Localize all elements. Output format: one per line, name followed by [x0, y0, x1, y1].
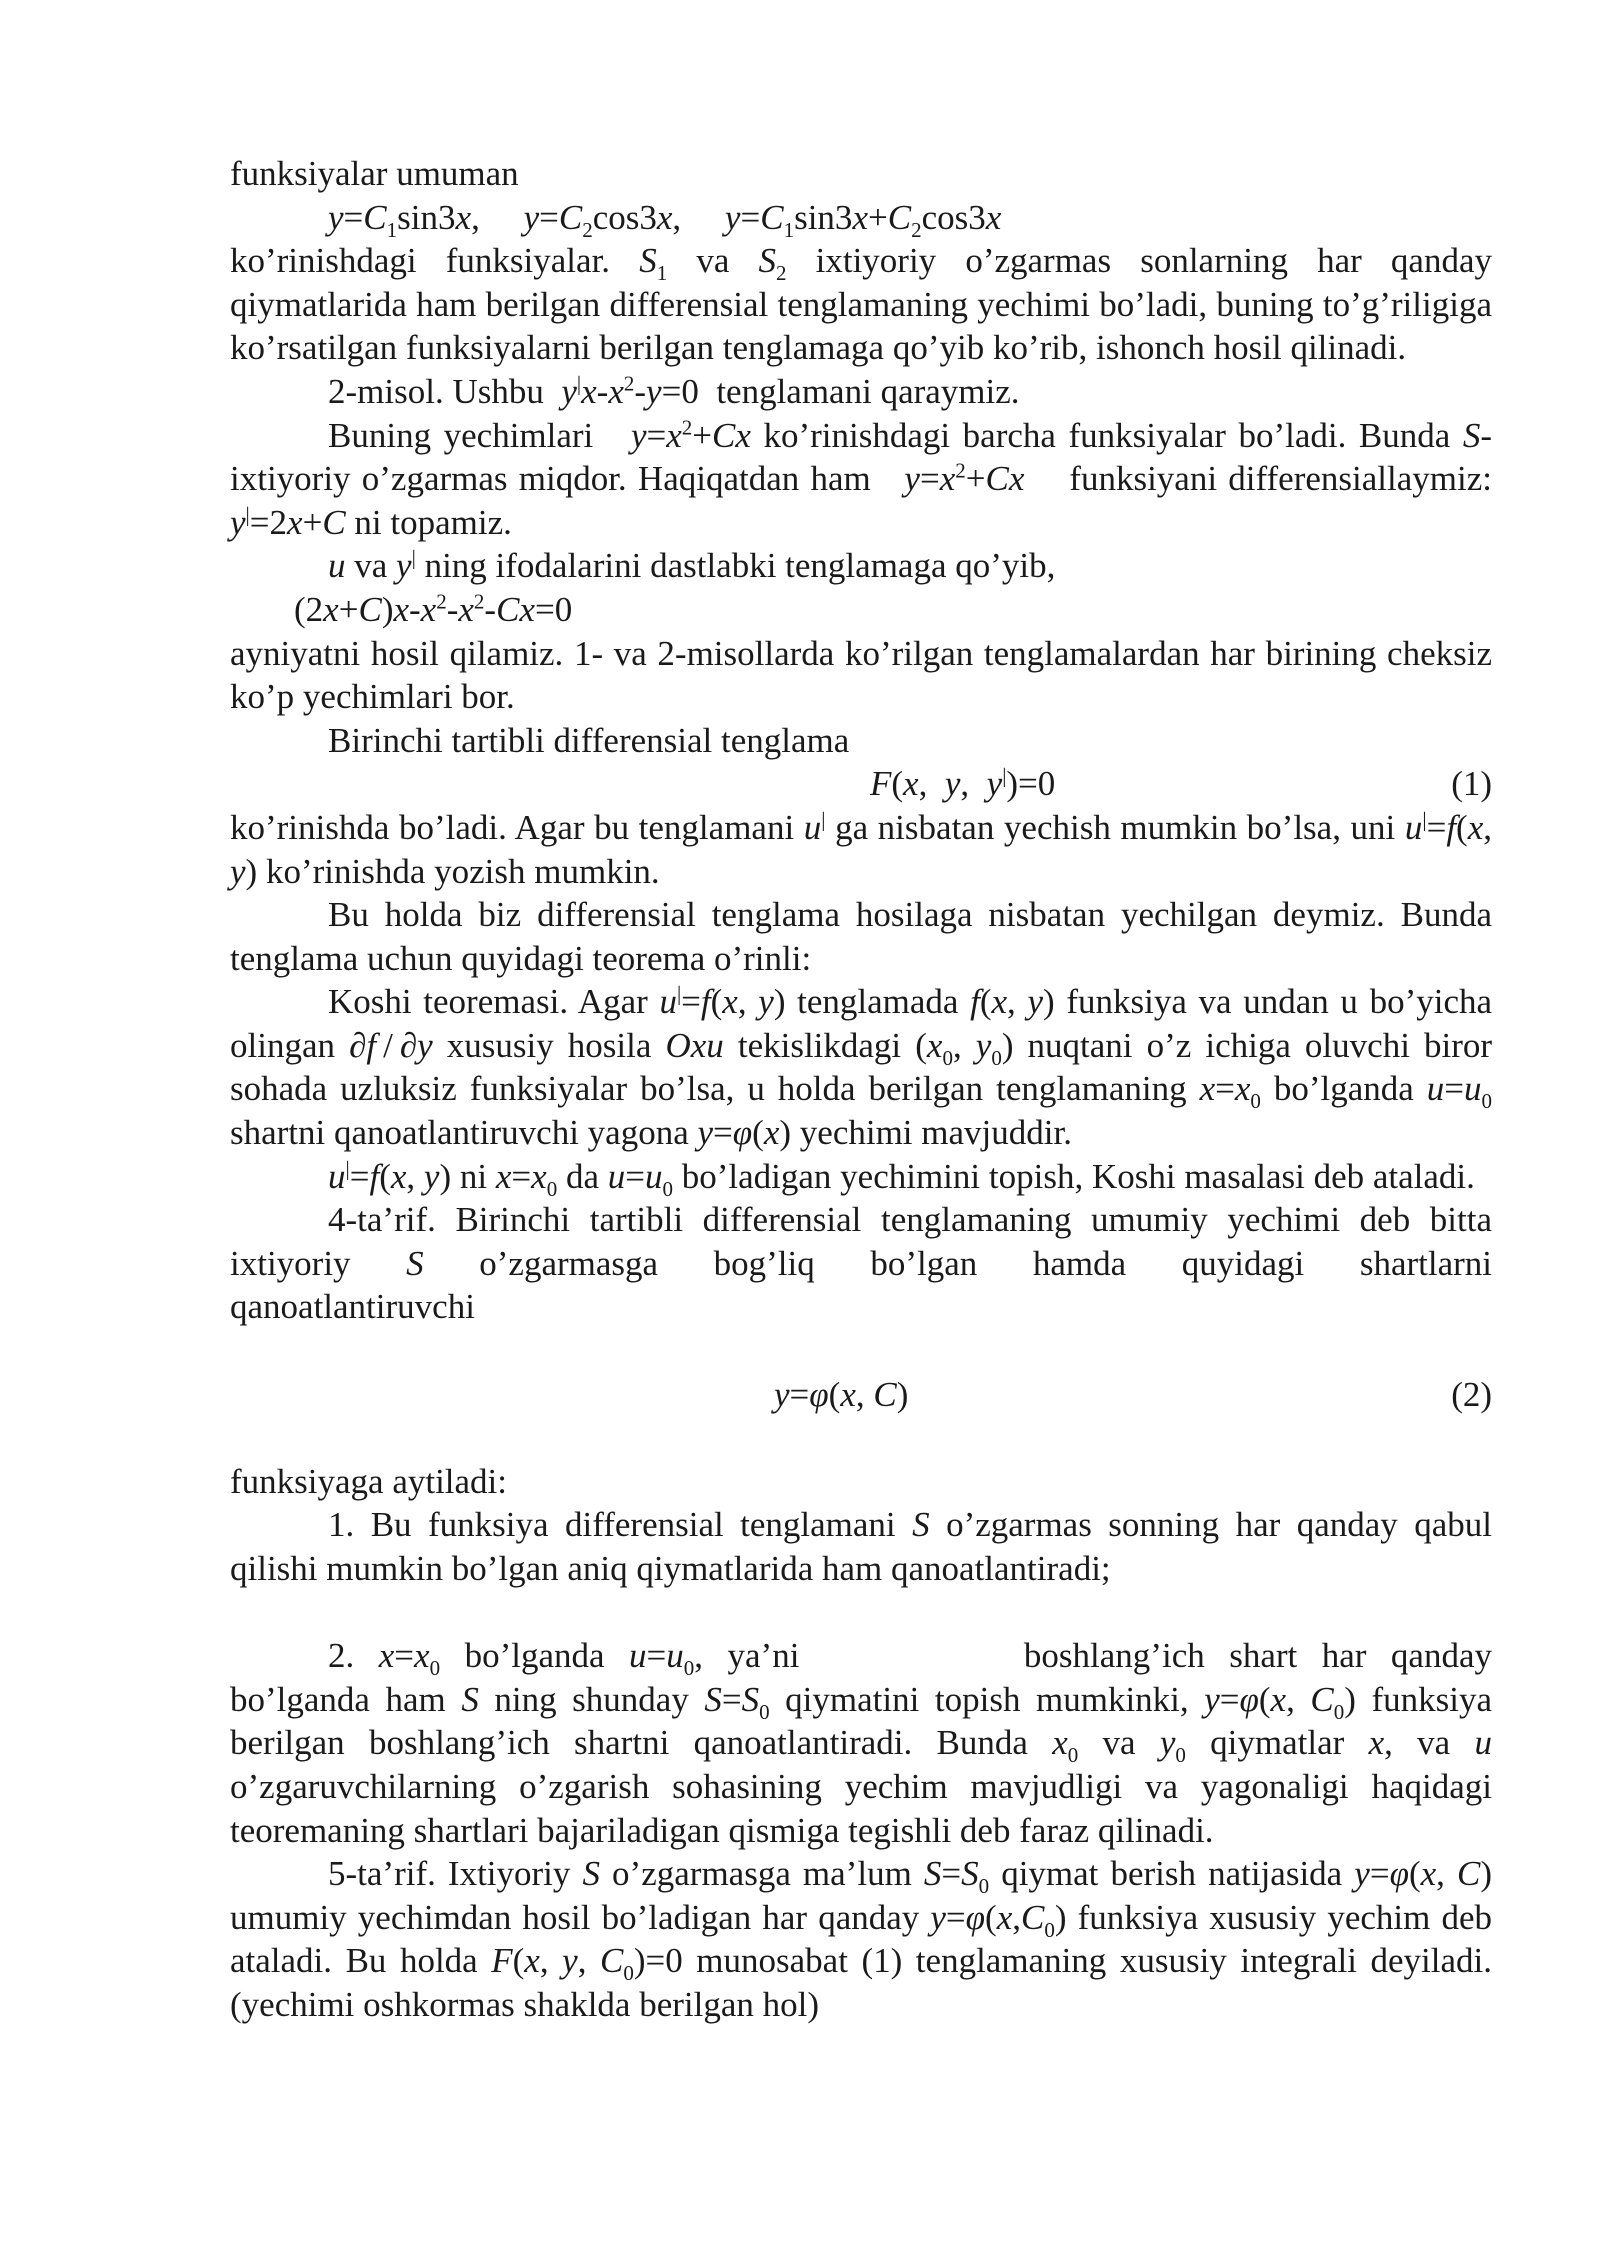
formula-identity: $(2x+C)x-x^2-x^2-Cx=0$ [294, 589, 573, 629]
equation-number: (2) [1451, 1374, 1492, 1414]
paragraph-condition-2: 2. $x=x_0$ bo’lganda $u=u_0$, ya’ni boshlang’ich shart har qanday bo’lganda ham S ning shunday $S=S_0$ qiymatini topish mumkinki, y=φ(x, $C_0$) funksiya berilgan boshlang’ich shartni qanoatlantiradi. Bunda $x_0$ va $y_0$ qiymatlar x, va u o’zgaruvchilarning o’zgarish sohasining yechim mavjudligi va yagonaligi haqidagi teoremaning shartlari bajariladigan qismiga tegishli deb faraz qilinadi. [230, 1636, 1493, 1850]
paragraph-cauchy-theorem: Koshi teoremasi. Agar u|=f(x, y) tenglamada f(x, y) funksiya va undan u bo’yicha olingan ∂f / ∂y xususiy hosila Oxu tekislikdagi ($x_0$, $y_0$) nuqtani o’z ichiga oluvchi biror sohada uzluksiz funksiyalar bo’lsa, u holda berilgan tenglamaning $x=x_0$ bo’lganda $u=u_0$ shartni qanoatlantiruvchi yagona y=φ(x) yechimi mavjuddir. [230, 981, 1493, 1153]
paragraph: u|=f(x, y) ni $x=x_0$ da $u=u_0$ bo’ladigan yechimini topish, Koshi masalasi deb ataladi. [328, 1156, 1475, 1201]
paragraph: u va y| ning ifodalarini dastlabki tenglamaga qo’yib, [328, 545, 1056, 586]
equation-1 [230, 762, 1492, 806]
text-line: funksiyaga aytiladi: [230, 1461, 508, 1501]
paragraph: Birinchi tartibli differensial tenglama [328, 720, 850, 760]
paragraph: ko’rinishdagi funksiyalar. $S_1$ va $S_2$ ixtiyoriy o’zgarmas sonlarning har qanday qiymatlarida ham berilgan differensial tenglamaning yechimi bo’ladi, buning to’g’riligiga ko’rsatilgan funksiyalarni berilgan tenglamaga qo’yib ko’rib, ishonch hosil qilinadi. [230, 241, 1492, 368]
paragraph: Bu holda biz differensial tenglama hosilaga nisbatan yechilgan deymiz. Bunda tenglama uchun quyidagi teorema o’rinli: [230, 895, 1492, 978]
paragraph: Buning yechimlari $y=x^2+Cx$ ko’rinishdagi barcha funksiyalar bo’ladi. Bunda S-ixtiyoriy o’zgarmas miqdor. Haqiqatdan ham $y=x^2+Cx$ funksiyani differensiallaymiz: y|=2x+C ni topamiz. [230, 414, 1492, 542]
paragraph-definition-4: 4-ta’rif. Birinchi tartibli differensial tenglamaning umumiy yechimi deb bitta ixtiyoriy S o’zgarmasga bog’liq bo’lgan hamda quyidagi shartlarni qanoatlantiruvchi [230, 1200, 1492, 1327]
equation-number: (1) [1451, 764, 1492, 804]
formula-solutions: $y=C_1\sin 3x$, $y=C_2\cos 3x$, $y=C_1\sin 3x+C_2\cos 3x$ [328, 197, 1002, 242]
text-line: funksiyalar umuman [230, 154, 519, 193]
equation-expression: y=φ(x, C) [774, 1374, 909, 1414]
paragraph: ayniyatni hosil qilamiz. 1- va 2-misollarda ko’rilgan tenglamalardan har birining cheksiz ko’p yechimlari bor. [230, 633, 1492, 717]
equation-expression: F(x, y, y|)=0 [870, 763, 1056, 804]
paragraph: ko’rinishda bo’ladi. Agar bu tenglamani u| ga nisbatan yechish mumkin bo’lsa, uni u|=f(x, y) ko’rinishda yozish mumkin. [230, 807, 1492, 891]
paragraph-condition-1: 1. Bu funksiya differensial tenglamani S o’zgarmas sonning har qanday qabul qilishi mumkin bo’lgan aniq qiymatlarida ham qanoatlantiradi; [230, 1505, 1492, 1588]
equation-2 [230, 1373, 1492, 1417]
document-page [230, 152, 1492, 2027]
paragraph-example-2: 2-misol. Ushbu $y^|x-x^2-y=0$ tenglamani qaraymiz. [328, 371, 1020, 411]
paragraph-definition-5: 5-ta’rif. Ixtiyoriy S o’zgarmasga ma’lum $S=S_0$ qiymat berish natijasida y=φ(x, C) umumiy yechimdan hosil bo’ladigan har qanday $y=\varphi(x,C_0)$ funksiya xususiy yechim deb ataladi. Bu holda F(x, y, $C_0)=0$ munosabat (1) tenglamaning xususiy integrali deyiladi. (yechimi oshkormas shaklda berilgan hol) [230, 1854, 1493, 2024]
